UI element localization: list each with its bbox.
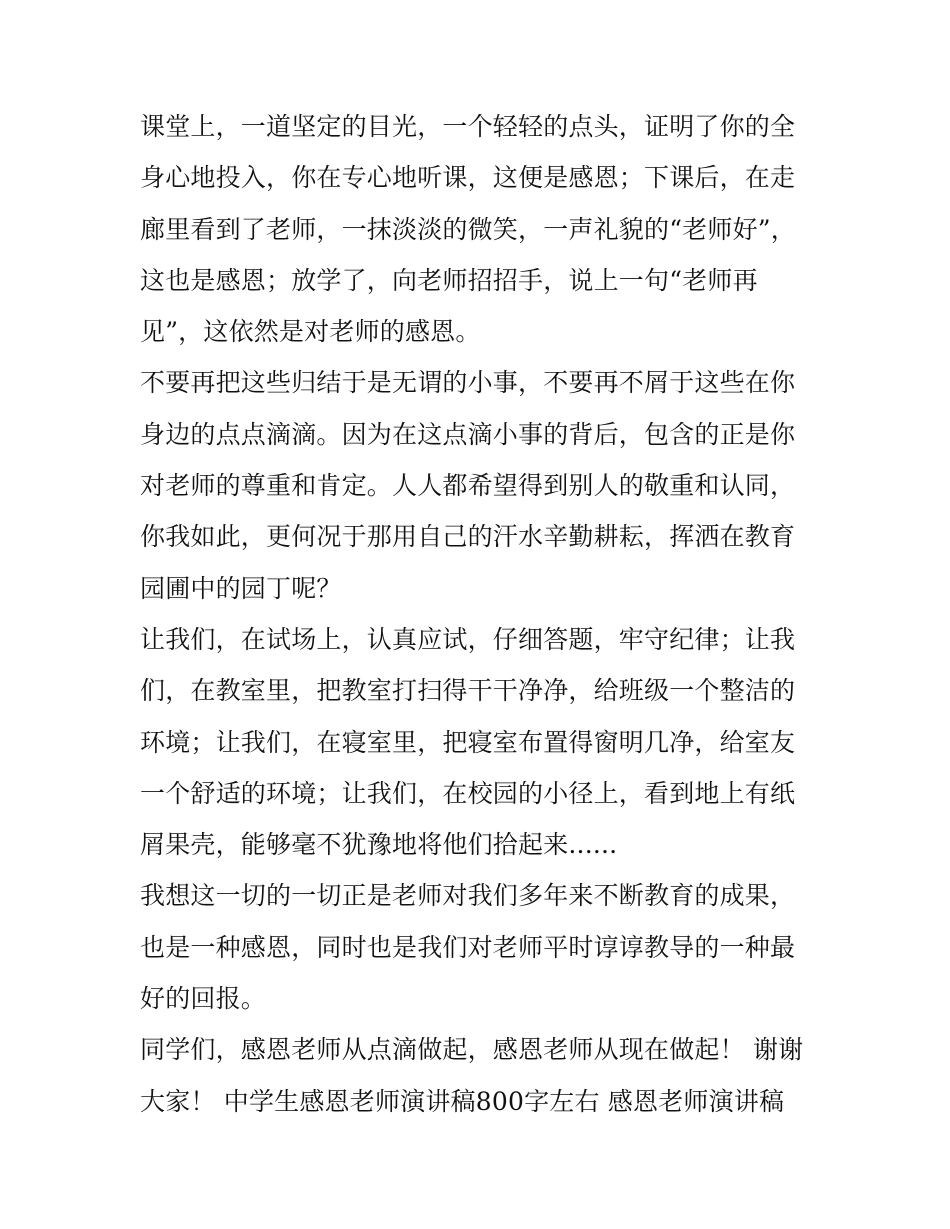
paragraph-3: 让我们，在试场上，认真应试，仔细答题，牢守纪律；让我们，在教室里，把教室打扫得干干净净，给班级一个整洁的环境；让我们，在寝室里，把寝室布置得窗明几净，给室友一个舒适的环境；让我们，在校园的小径上，看到地上有纸屑果壳，能够毫不犹豫地将他们拾起来...... — [140, 624, 796, 860]
paragraph-1: 课堂上，一道坚定的目光，一个轻轻的点头，证明了你的全身心地投入，你在专心地听课，这便是感恩；下课后，在走廊里看到了老师，一抹淡淡的微笑，一声礼貌的“老师好”，这也是感恩；放学了，向老师招招手，说上一句“老师再见”，这依然是对老师的感恩。 — [140, 112, 796, 347]
paragraph-5: 同学们，感恩老师从点滴做起，感恩老师从现在做起！ 谢谢大家！ 中学生感恩老师演讲稿800字左右 感恩老师演讲稿 — [140, 1035, 804, 1116]
paragraph-2: 不要再把这些归结于是无谓的小事，不要再不屑于这些在你身边的点点滴滴。因为在这点滴小事的背后，包含的正是你对老师的尊重和肯定。人人都希望得到别人的敬重和认同，你我如此，更何况于那用自己的汗水辛勤耕耘，挥洒在教育园圃中的园丁呢？ — [140, 368, 796, 603]
paragraph-4: 我想这一切的一切正是老师对我们多年来不断教育的成果，也是一种感恩，同时也是我们对老师平时谆谆教导的一种最好的回报。 — [140, 881, 796, 1014]
document-body — [140, 101, 820, 1127]
